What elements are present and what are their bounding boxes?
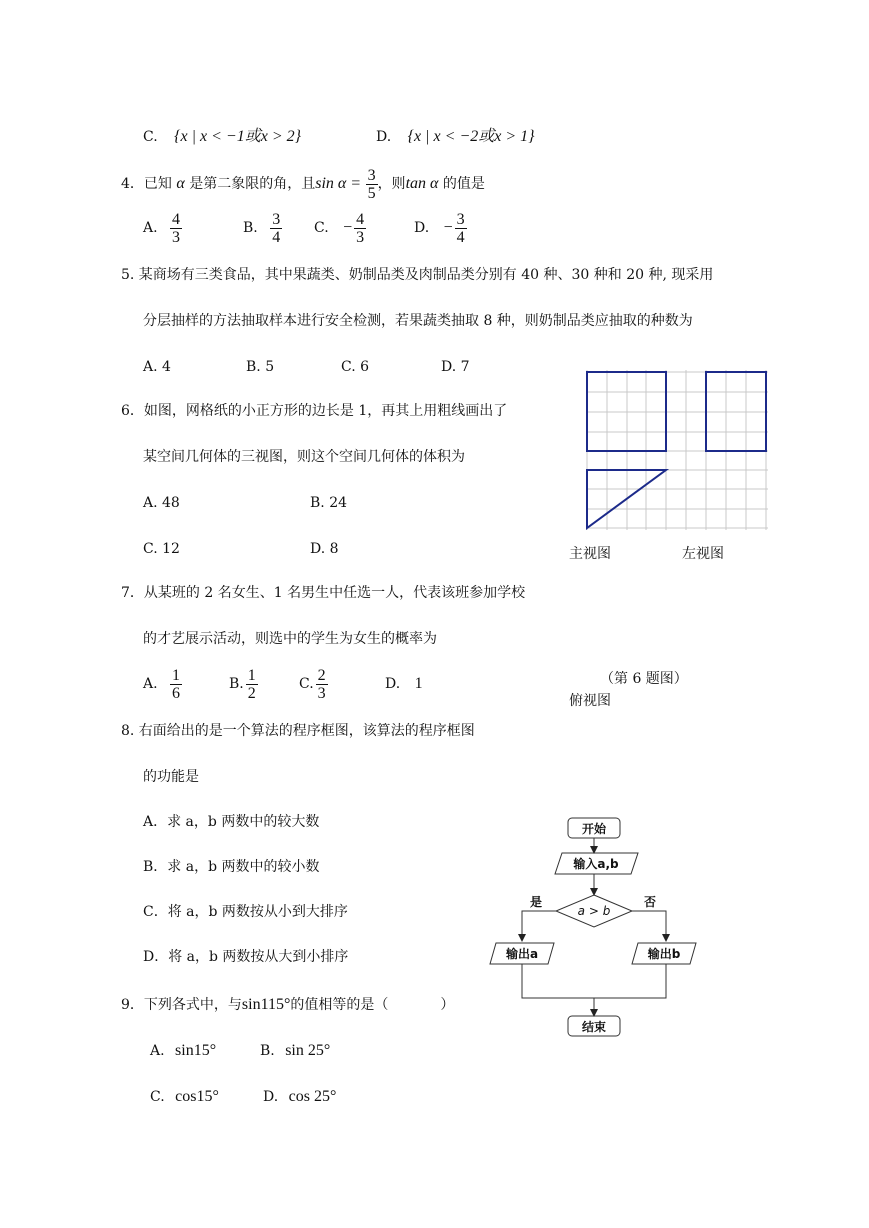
numerator: 3 xyxy=(456,210,465,228)
q7-line-1: 7．从某班的 2 名女生、1 名男生中任选一人，代表该班参加学校 xyxy=(121,585,526,601)
q4-tan-expr: tan α xyxy=(405,175,439,192)
q4-number: 4． xyxy=(121,176,144,192)
q7-option-d xyxy=(385,675,423,693)
q4-option-d xyxy=(414,208,467,248)
q6-option-d: D. 8 xyxy=(310,541,339,557)
q8-option-b: B．求 a，b 两数中的较小数 xyxy=(143,859,320,875)
denominator: 4 xyxy=(456,228,465,246)
q7-opt-a-frac xyxy=(170,667,182,702)
numerator: 4 xyxy=(356,210,365,228)
denominator: 3 xyxy=(317,684,326,702)
q4-option-c xyxy=(314,208,366,248)
q5-option-d: D. 7 xyxy=(441,359,470,375)
yes-label: 是 xyxy=(529,895,543,909)
q4-opt-b-frac xyxy=(270,211,282,246)
q4-stem xyxy=(121,164,485,204)
q8-option-c: C．将 a，b 两数按从小到大排序 xyxy=(143,904,348,920)
q9-option-d xyxy=(263,1088,336,1106)
option-label: D. xyxy=(414,220,430,236)
option-label: A. xyxy=(143,676,158,692)
option-label: B. xyxy=(243,220,258,236)
q3-option-d xyxy=(376,128,535,146)
denominator: 6 xyxy=(172,684,181,702)
q4-opt-c-frac xyxy=(354,211,366,246)
q7-option-b xyxy=(229,664,258,704)
arrow-no xyxy=(632,911,666,938)
q4-text-a: 已知 xyxy=(143,176,172,192)
q7-line-2: 的才艺展示活动，则选中的学生为女生的概率为 xyxy=(143,631,437,647)
q4-fraction xyxy=(366,167,378,202)
q5-option-b: B. 5 xyxy=(246,359,275,375)
merge-line xyxy=(522,964,666,998)
numerator: 1 xyxy=(172,666,181,684)
q9-opt-b-value: sin 25° xyxy=(285,1042,331,1059)
minus-sign: − xyxy=(443,219,453,236)
option-label: A. xyxy=(143,220,158,236)
q9-opt-a-value: sin15° xyxy=(175,1042,217,1059)
q4-option-a xyxy=(143,208,182,248)
q9-text-c: ） xyxy=(440,997,455,1013)
q5-line-1: 5. 某商场有三类食品，其中果蔬类、奶制品类及肉制品类分别有 40 种、30 种和 20 种, 现采用 xyxy=(121,267,714,283)
numerator: 3 xyxy=(367,166,376,184)
top-view-label: 俯视图 xyxy=(569,693,611,709)
q9-text-a: 9．下列各式中，与 xyxy=(121,997,242,1013)
q6-line-1: 6．如图，网格纸的小正方形的边长是 1，再其上用粗线画出了 xyxy=(121,403,508,419)
q9-expr: sin115° xyxy=(241,996,291,1013)
q9-opt-d-value: cos 25° xyxy=(288,1088,337,1105)
flowchart xyxy=(486,810,700,1042)
q7-opt-b-frac xyxy=(246,667,258,702)
denominator: 2 xyxy=(247,684,256,702)
minus-sign: − xyxy=(343,219,353,236)
output-b-label: 输出b xyxy=(647,947,681,961)
option-label: C. xyxy=(314,220,329,236)
output-a-label: 输出a xyxy=(505,947,539,961)
no-label: 否 xyxy=(643,895,657,909)
q9-option-a xyxy=(150,1042,216,1060)
q4-text-d: 的值是 xyxy=(442,176,485,192)
q7-option-a xyxy=(143,664,182,704)
figure-6-caption: （第 6 题图） xyxy=(600,671,688,687)
option-label: D. xyxy=(263,1089,279,1105)
numerator: 3 xyxy=(272,210,281,228)
numerator: 1 xyxy=(247,666,256,684)
q6-option-b: B. 24 xyxy=(310,495,348,511)
three-view-figure xyxy=(586,370,770,532)
q4-opt-d-frac xyxy=(455,211,467,246)
q4-alpha: α xyxy=(176,175,185,192)
option-label: B. xyxy=(260,1043,275,1059)
q4-option-b xyxy=(243,208,282,248)
start-label: 开始 xyxy=(581,822,607,836)
numerator: 4 xyxy=(172,210,181,228)
numerator: 2 xyxy=(317,666,326,684)
q4-sin-expr: sin α = xyxy=(315,175,362,192)
option-label: D. xyxy=(376,129,392,145)
end-label: 结束 xyxy=(581,1020,607,1034)
q3-optc-expr: {x | x < −1或x > 2} xyxy=(174,128,302,145)
option-label: C. xyxy=(299,676,314,692)
q7-opt-c-frac xyxy=(316,667,328,702)
option-label: A. xyxy=(150,1043,165,1059)
option-label: D. xyxy=(385,676,401,692)
condition-label: a > b xyxy=(577,904,611,918)
q8-option-d: D．将 a，b 两数按从大到小排序 xyxy=(143,949,349,965)
q5-option-a: A. 4 xyxy=(143,359,171,375)
left-view-label: 左视图 xyxy=(682,546,724,562)
q4-text-b: 是第二象限的角，且 xyxy=(189,176,316,192)
q5-line-2: 分层抽样的方法抽取样本进行安全检测，若果蔬类抽取 8 种，则奶制品类应抽取的种数为 xyxy=(143,313,693,329)
q4-opt-a-frac xyxy=(170,211,182,246)
denominator: 4 xyxy=(272,228,281,246)
denominator: 3 xyxy=(172,228,181,246)
q8-option-a: A．求 a，b 两数中的较大数 xyxy=(143,814,320,830)
q9-option-c xyxy=(150,1088,219,1106)
option-label: C. xyxy=(150,1089,165,1105)
arrow-yes xyxy=(522,911,556,938)
denominator: 3 xyxy=(356,228,365,246)
q7-optd-value: 1 xyxy=(414,675,423,692)
q8-line-2: 的功能是 xyxy=(143,769,199,785)
option-label: B. xyxy=(229,676,244,692)
q9-option-b xyxy=(260,1042,330,1060)
q3-option-c xyxy=(143,128,301,146)
q6-option-a: A. 48 xyxy=(143,495,180,511)
q5-option-c: C. 6 xyxy=(341,359,370,375)
q6-line-2: 某空间几何体的三视图，则这个空间几何体的体积为 xyxy=(143,449,465,465)
q6-option-c: C. 12 xyxy=(143,541,180,557)
denominator: 5 xyxy=(367,184,376,202)
front-view-label: 主视图 xyxy=(569,546,611,562)
q3-optd-expr: {x | x < −2或x > 1} xyxy=(407,128,535,145)
q9-opt-c-value: cos15° xyxy=(175,1088,219,1105)
q7-option-c xyxy=(299,664,328,704)
q9-stem xyxy=(121,996,454,1014)
q8-line-1: 8. 右面给出的是一个算法的程序框图，该算法的程序框图 xyxy=(121,723,475,739)
q9-text-b: 的值相等的是（ xyxy=(290,997,389,1013)
input-label: 输入a,b xyxy=(573,857,619,871)
option-label: C. xyxy=(143,129,158,145)
q4-text-c: ，则 xyxy=(377,176,406,192)
